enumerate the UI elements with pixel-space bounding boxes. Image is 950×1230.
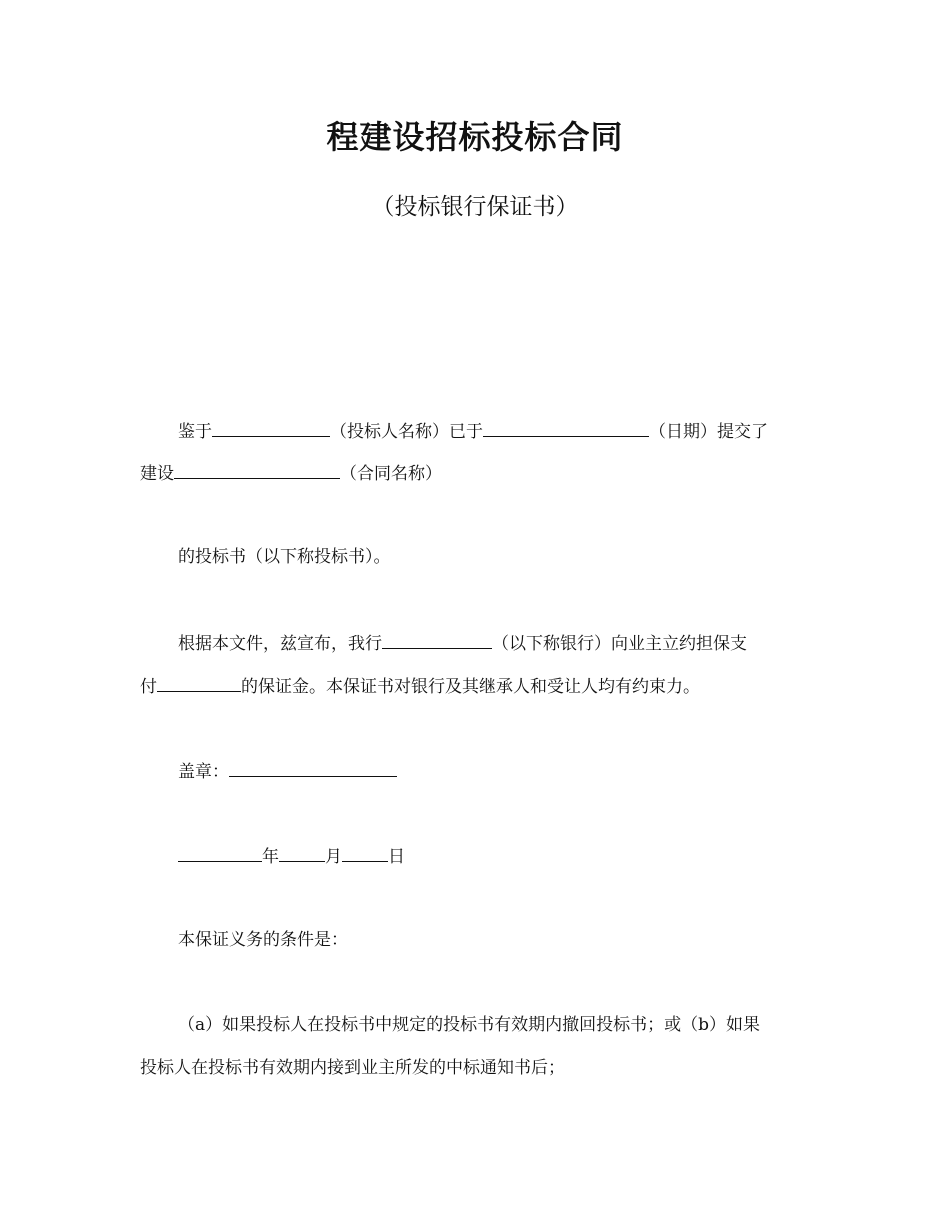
p1-line2-start: 建设 [140,464,174,484]
date-blank [483,418,649,437]
p3-bank-label: （以下称银行）向业主立约担保支 [492,634,747,654]
condition-line-1: （a）如果投标人在投标书中规定的投标书有效期内撤回投标书；或（b）如果 [178,1015,761,1035]
month-blank [279,843,325,862]
paragraph-2: 的投标书（以下称投标书）。 [178,547,391,567]
amount-blank [157,673,241,692]
seal-label: 盖章： [178,762,229,782]
p1-contract-label: （合同名称） [340,464,442,484]
bidder-name-blank [212,418,330,437]
p3-start-text: 根据本文件，兹宣布，我行 [178,634,382,654]
p1-date-label: （日期）提交了 [649,422,768,442]
bank-name-blank [382,630,492,649]
paragraph-3-line-2 [140,673,700,699]
document-subtitle: （投标银行保证书） [371,194,579,220]
p3-line2-end: 的保证金。本保证书对银行及其继承人和受让人均有约束力。 [241,677,700,697]
p1-bidder-label: （投标人名称）已于 [330,422,483,442]
seal-line [178,758,397,784]
p3-line2-start: 付 [140,677,157,697]
condition-line-2: 投标人在投标书有效期内接到业主所发的中标通知书后； [140,1058,565,1078]
contract-name-blank [174,460,340,479]
paragraph-3-line-1 [178,630,747,656]
year-blank [178,843,262,862]
seal-blank [229,758,397,777]
year-label: 年 [262,847,279,867]
paragraph-1-line-1 [178,418,768,444]
paragraph-1-line-2 [140,460,442,486]
date-line [178,843,405,869]
day-blank [342,843,388,862]
document-title: 程建设招标投标合同 [326,118,624,156]
day-label: 日 [388,847,405,867]
p1-start-text: 鉴于 [178,422,212,442]
conditions-intro: 本保证义务的条件是： [178,930,348,950]
month-label: 月 [325,847,342,867]
